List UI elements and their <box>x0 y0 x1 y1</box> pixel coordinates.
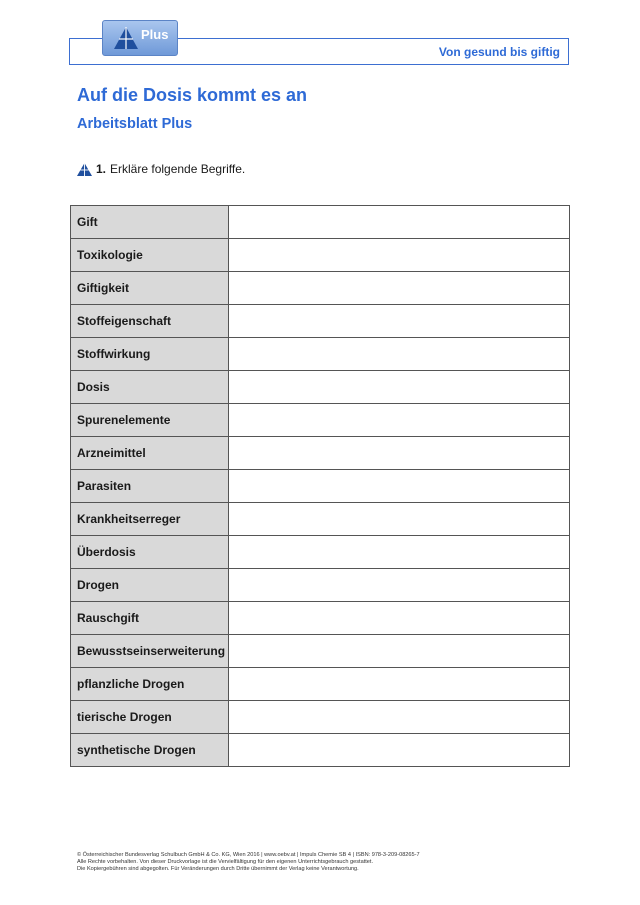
answer-cell[interactable] <box>229 635 570 668</box>
term-label: Gift <box>71 206 229 239</box>
answer-cell[interactable] <box>229 734 570 767</box>
term-label: Parasiten <box>71 470 229 503</box>
term-label: Dosis <box>71 371 229 404</box>
term-label: Giftigkeit <box>71 272 229 305</box>
term-label: Toxikologie <box>71 239 229 272</box>
answer-cell[interactable] <box>229 239 570 272</box>
plus-logo <box>102 20 178 56</box>
answer-cell[interactable] <box>229 272 570 305</box>
term-label: Arzneimittel <box>71 437 229 470</box>
footer-line-3: Die Kopiergebühren sind abgegolten. Für Veränderungen durch Dritte übernimmt der Verlag keine Verantwortung. <box>77 866 359 873</box>
answer-cell[interactable] <box>229 371 570 404</box>
task-instruction <box>77 162 245 176</box>
answer-cell[interactable] <box>229 503 570 536</box>
answer-cell[interactable] <box>229 569 570 602</box>
term-row <box>71 239 570 272</box>
answer-cell[interactable] <box>229 470 570 503</box>
plus-logo-pyramid-icon <box>113 25 139 51</box>
term-label: Rauschgift <box>71 602 229 635</box>
term-row <box>71 536 570 569</box>
pyramid-task-icon <box>77 163 92 176</box>
term-row <box>71 206 570 239</box>
term-row <box>71 602 570 635</box>
term-row <box>71 305 570 338</box>
term-row <box>71 503 570 536</box>
footer-line-2: Alle Rechte vorbehalten. Von dieser Druckvorlage ist die Vervielfältigung für den eigenen Unterrichtsgebrauch gestattet. <box>77 859 374 866</box>
answer-cell[interactable] <box>229 701 570 734</box>
term-label: Überdosis <box>71 536 229 569</box>
answer-cell[interactable] <box>229 602 570 635</box>
term-row <box>71 470 570 503</box>
term-row <box>71 338 570 371</box>
answer-cell[interactable] <box>229 404 570 437</box>
header-topic-title: Von gesund bis giftig <box>438 45 560 59</box>
term-label: Drogen <box>71 569 229 602</box>
page-title: Auf die Dosis kommt es an <box>77 85 308 105</box>
term-label: Krankheitserreger <box>71 503 229 536</box>
term-label: Stoffeigenschaft <box>71 305 229 338</box>
task-number: 1. <box>96 162 107 176</box>
term-label: pflanzliche Drogen <box>71 668 229 701</box>
term-row <box>71 272 570 305</box>
answer-cell[interactable] <box>229 536 570 569</box>
term-label: Spurenelemente <box>71 404 229 437</box>
answer-cell[interactable] <box>229 668 570 701</box>
term-label: tierische Drogen <box>71 701 229 734</box>
term-label: Stoffwirkung <box>71 338 229 371</box>
logo-plus-label: Plus <box>141 27 169 42</box>
term-row <box>71 404 570 437</box>
term-row <box>71 701 570 734</box>
task-text: Erkläre folgende Begriffe. <box>110 162 246 176</box>
page-subtitle: Arbeitsblatt Plus <box>77 116 193 132</box>
footer-line-1: © Österreichischer Bundesverlag Schulbuch GmbH & Co. KG, Wien 2016 | www.oebv.at | Impuls Chemie SB 4 | ISBN: 978-3-209-08265-7 <box>77 852 420 858</box>
answer-cell[interactable] <box>229 437 570 470</box>
term-row <box>71 371 570 404</box>
terms-table <box>70 205 570 767</box>
term-label: synthetische Drogen <box>71 734 229 767</box>
term-row <box>71 635 570 668</box>
term-label: Bewusstseinserweiterung <box>71 635 229 668</box>
term-row <box>71 437 570 470</box>
term-row <box>71 569 570 602</box>
answer-cell[interactable] <box>229 305 570 338</box>
answer-cell[interactable] <box>229 338 570 371</box>
term-row <box>71 668 570 701</box>
term-row <box>71 734 570 767</box>
copyright-footer <box>77 852 557 874</box>
answer-cell[interactable] <box>229 206 570 239</box>
